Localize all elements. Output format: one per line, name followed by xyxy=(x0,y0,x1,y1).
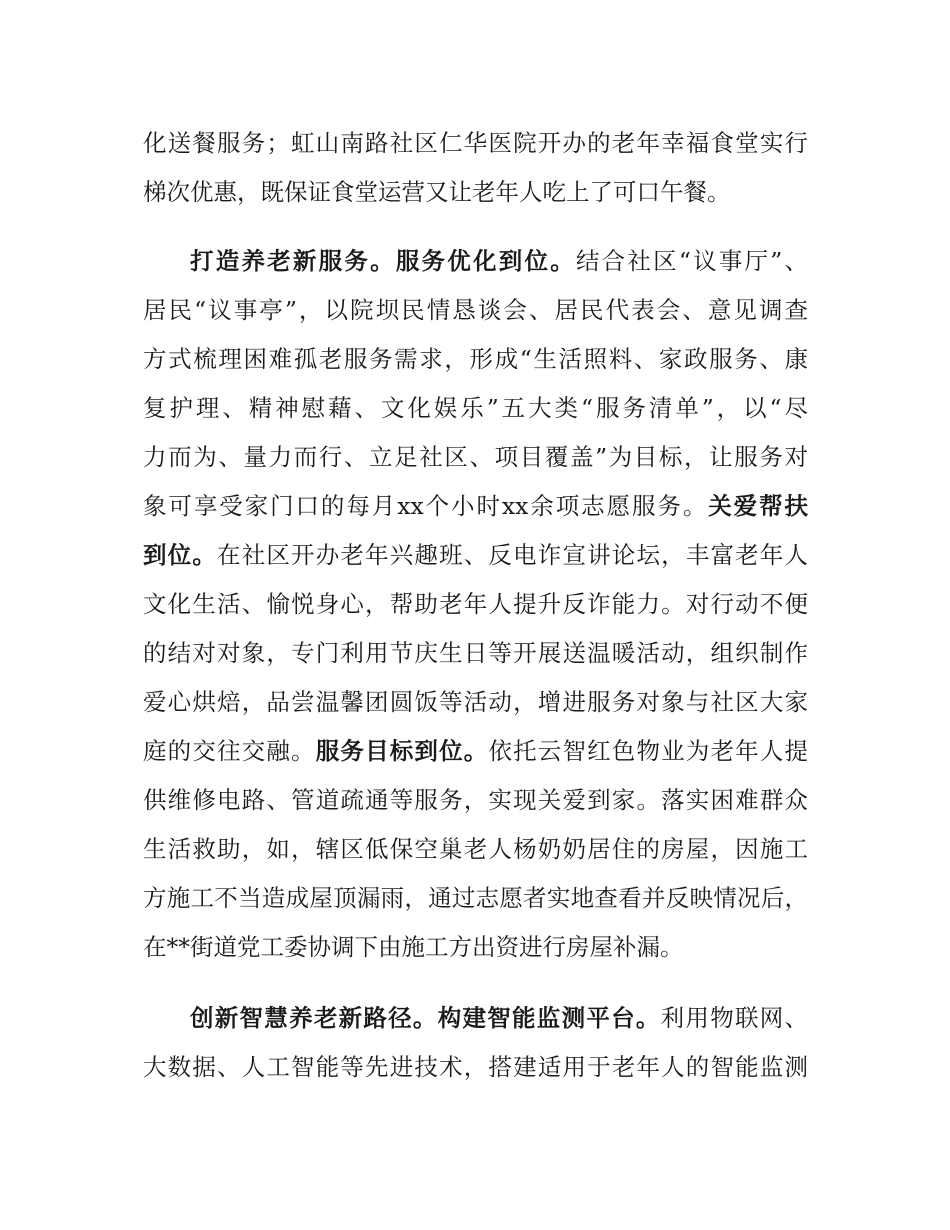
text-line: 居民“议事亭”，以院坝民情恳谈会、居民代表会、意见调查 xyxy=(143,296,808,324)
subsection-heading: 服务目标到位。 xyxy=(315,737,489,765)
text-line: 生活救助，如，辖区低保空巢老人杨奶奶居住的房屋，因施工 xyxy=(143,835,808,863)
subsection-heading: 构建智能监测平台。 xyxy=(437,1004,661,1032)
text-line: 供维修电路、管道疏通等服务，实现关爱到家。落实困难群众 xyxy=(143,786,808,814)
text-line: 方式梳理困难孤老服务需求，形成“生活照料、家政服务、康 xyxy=(143,345,808,373)
text-line: 复护理、精神慰藉、文化娱乐”五大类“服务清单”，以“尽 xyxy=(143,394,808,422)
text-line: 梯次优惠，既保证食堂运营又让老年人吃上了可口午餐。 xyxy=(143,178,731,206)
text-line: 象可享受家门口的每月xx个小时xx余项志愿服务。关爱帮扶 xyxy=(143,492,809,520)
text-line: 的结对对象，专门利用节庆生日等开展送温暖活动，组织制作 xyxy=(143,639,808,667)
paragraph-heading-line: 创新智慧养老新路径。构建智能监测平台。利用物联网、 xyxy=(190,1004,809,1032)
subsection-heading: 服务优化到位。 xyxy=(395,247,576,275)
text-line: 大数据、人工智能等先进技术，搭建适用于老年人的智能监测 xyxy=(143,1053,808,1081)
section-heading: 打造养老新服务。 xyxy=(190,247,396,275)
section-heading: 创新智慧养老新路径。 xyxy=(190,1004,438,1032)
subsection-heading: 关爱帮扶 xyxy=(708,492,809,520)
subsection-heading: 到位。 xyxy=(143,541,218,569)
text-line: 方施工不当造成屋顶漏雨，通过志愿者实地查看并反映情况后， xyxy=(143,884,808,912)
text-line: 化送餐服务；虹山南路社区仁华医院开办的老年幸福食堂实行 xyxy=(143,129,808,157)
text-line: 文化生活、愉悦身心，帮助老年人提升反诈能力。对行动不便 xyxy=(143,590,808,618)
text-line: 力而为、量力而行、立足社区、项目覆盖”为目标，让服务对 xyxy=(143,443,808,471)
text-line: 在**街道党工委协调下由施工方出资进行房屋补漏。 xyxy=(143,933,684,961)
paragraph-heading-line: 打造养老新服务。服务优化到位。结合社区“议事厅”、 xyxy=(190,247,809,275)
text-line: 庭的交往交融。服务目标到位。依托云智红色物业为老年人提 xyxy=(143,737,809,765)
text-line: 爱心烘焙，品尝温馨团圆饭等活动，增进服务对象与社区大家 xyxy=(143,688,808,716)
text-line: 到位。在社区开办老年兴趣班、反电诈宣讲论坛，丰富老年人 xyxy=(143,541,809,569)
